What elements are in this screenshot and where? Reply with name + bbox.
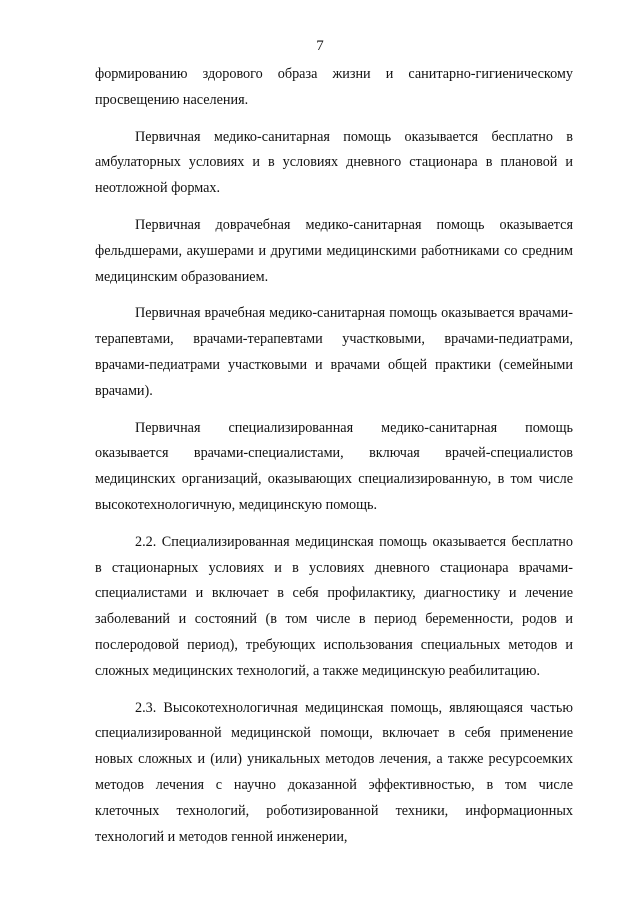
paragraph-physician-care: Первичная врачебная медико-санитарная помощь оказывается врачами-терапевтами, врачами-терапевтами участковыми, врачами-педиатрами, врачами-педиатрами участковыми и врачами общей практики (семейными врачами). [95, 305, 573, 399]
paragraph-primary-care: Первичная медико-санитарная помощь оказывается бесплатно в амбулаторных условиях и в условиях дневного стационара в плановой и неотложной формах. [95, 128, 573, 197]
paragraph-specialized-primary-care: Первичная специализированная медико-санитарная помощь оказывается врачами-специалистами, включая врачей-специалистов медицинских организаций, оказывающих специализированную, в том числе высокотехнологичную, медицинскую помощь. [95, 419, 573, 513]
page-number: 7 [316, 38, 324, 54]
page-body [95, 62, 573, 850]
paragraph-continuation: формированию здорового образа жизни и санитарно-гигиеническому просвещению населения. [95, 66, 573, 108]
paragraph-section-2-2: 2.2. Специализированная медицинская помощь оказывается бесплатно в стационарных условиях и в условиях дневного стационара врачами-специалистами и включает в себя профилактику, диагностику и лечение заболеваний и состояний (в том числе в период беременности, родов и послеродовой период), требующих использования специальных методов и сложных медицинских технологий, а также медицинскую реабилитацию. [95, 533, 573, 679]
paragraph-prephysician-care: Первичная доврачебная медико-санитарная помощь оказывается фельдшерами, акушерами и другими медицинскими работниками со средним медицинским образованием. [95, 216, 573, 285]
paragraph-section-2-3: 2.3. Высокотехнологичная медицинская помощь, являющаяся частью специализированной медицинской помощи, включает в себя применение новых сложных и (или) уникальных методов лечения, а также ресурсоемких методов лечения с научно доказанной эффективностью, в том числе клеточных технологий, роботизированной техники, информационных технологий и методов генной инженерии, [95, 699, 573, 845]
